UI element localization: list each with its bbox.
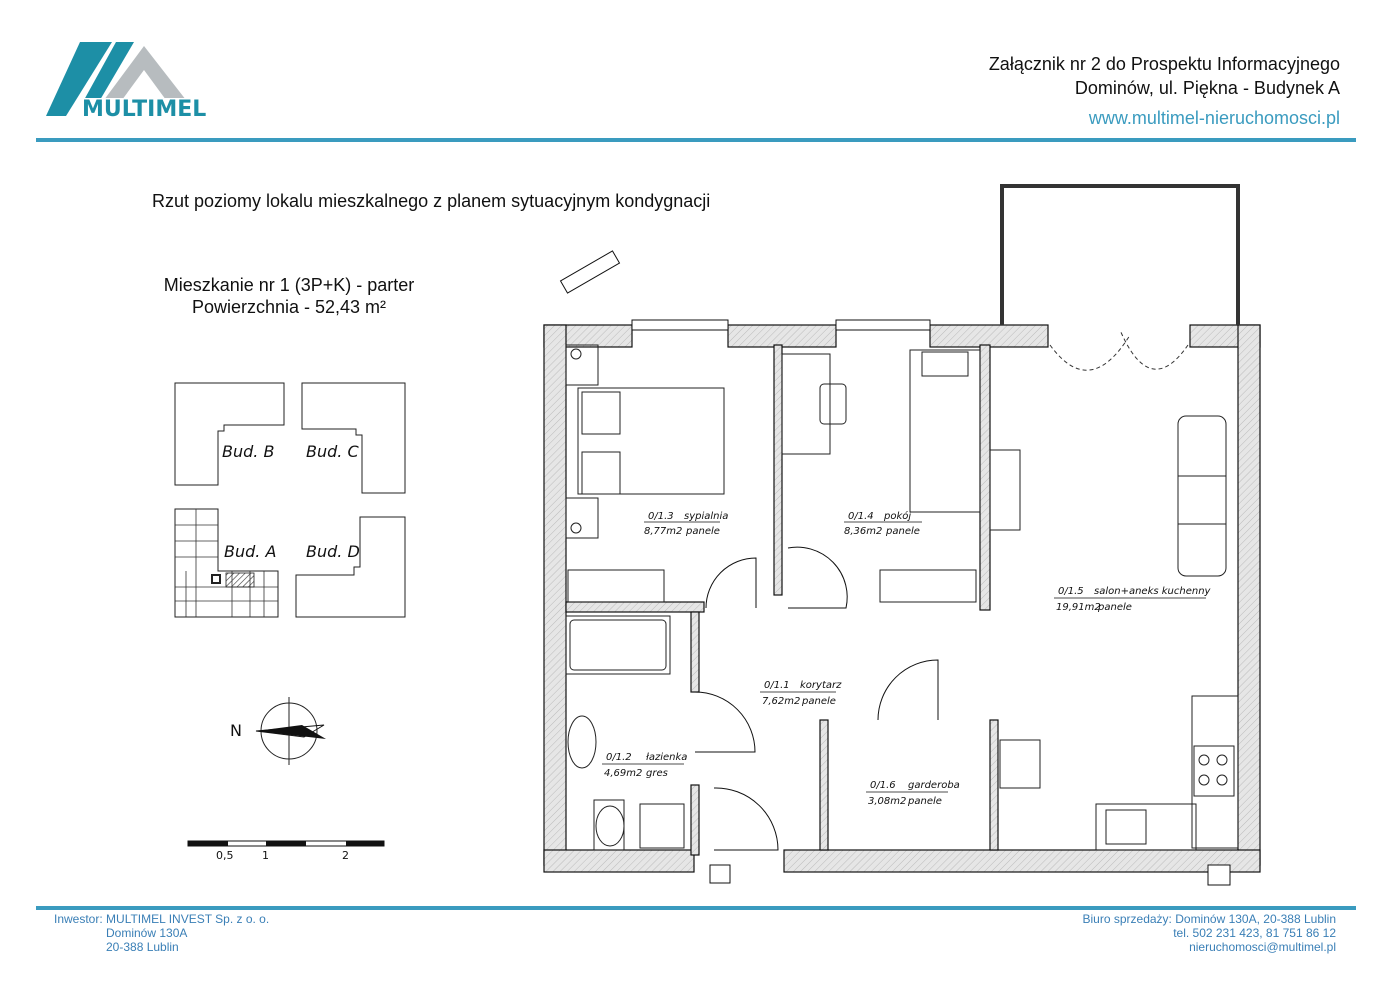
scale-label-1: 1: [262, 849, 269, 862]
investor-info: [54, 912, 269, 954]
toilet: [594, 800, 624, 850]
scale-label-05: 0,5: [216, 849, 234, 862]
apartment-highlight: [226, 573, 254, 587]
washing-machine: [640, 804, 684, 848]
building-d-outline: [296, 517, 405, 617]
investor-addr2: 20-388 Lublin: [106, 940, 179, 954]
header-line2: Dominów, ul. Piękna - Budynek A: [1074, 78, 1340, 98]
room-label-korytarz: [760, 680, 842, 707]
floor-plan: [530, 180, 1270, 895]
room-label-lazienka: [602, 752, 687, 779]
label-bud-a: Bud. A: [224, 542, 277, 561]
bathtub: [566, 616, 670, 674]
svg-text:salon+aneks kuchenny: salon+aneks kuchenny: [1094, 586, 1211, 597]
investor-label: Inwestor:: [54, 912, 103, 926]
wall-bottom-2: [784, 850, 1260, 872]
apartment-info: [142, 274, 436, 318]
scale-label-2: 2: [342, 849, 349, 862]
room-label-sypialnia: [644, 511, 728, 537]
svg-text:panele: panele: [908, 796, 942, 807]
investor-name: MULTIMEL INVEST Sp. z o. o.: [106, 912, 270, 926]
svg-text:panele: panele: [802, 696, 836, 707]
wall-left: [544, 325, 566, 865]
wall-bath-right-2: [691, 785, 699, 855]
svg-text:gres: gres: [646, 768, 668, 779]
sofa: [1178, 416, 1226, 576]
svg-text:3,08m2: 3,08m2: [868, 796, 907, 807]
logo-text: MULTIMEL: [82, 97, 207, 122]
label-bud-d: Bud. D: [306, 542, 360, 561]
multimel-logo: [44, 40, 294, 124]
website-link[interactable]: www.multimel-nieruchomosci.pl: [1088, 108, 1340, 128]
svg-text:19,91m2: 19,91m2: [1056, 602, 1101, 613]
sales-office-info: [1083, 912, 1336, 954]
investor-addr1: Dominów 130A: [106, 926, 188, 940]
room-label-garderoba: [866, 780, 960, 807]
wall-wardrobe-left: [820, 720, 828, 850]
svg-text:0/1.1: 0/1.1: [764, 680, 790, 691]
svg-text:panele: panele: [1098, 602, 1132, 613]
svg-text:garderoba: garderoba: [908, 780, 960, 791]
compass-north-label: N: [230, 721, 242, 740]
page-title: Rzut poziomy lokalu mieszkalnego z planem sytuacyjnym kondygnacji: [152, 191, 711, 211]
wall-top-3: [930, 325, 1048, 347]
svg-text:7,62m2: 7,62m2: [762, 696, 801, 707]
office-address: Biuro sprzedaży: Dominów 130A, 20-388 Lublin: [1082, 912, 1336, 926]
svg-text:0/1.2: 0/1.2: [606, 752, 632, 763]
svg-text:0/1.6: 0/1.6: [870, 780, 896, 791]
svg-text:panele: panele: [886, 526, 920, 537]
compass: [226, 695, 336, 775]
wall-bath-top: [566, 602, 704, 612]
wall-bed-room: [774, 345, 782, 595]
room-label-pokoj: [844, 510, 922, 537]
svg-text:8,77m2: 8,77m2: [644, 526, 683, 537]
site-plan: [160, 375, 420, 625]
footer-divider: [36, 906, 1356, 910]
svg-text:panele: panele: [686, 526, 720, 537]
wall-right: [1238, 325, 1260, 865]
office-phone: tel. 502 231 423, 81 751 86 12: [1173, 926, 1336, 940]
kitchen-counter: [1192, 696, 1238, 848]
svg-text:sypialnia: sypialnia: [684, 511, 729, 522]
svg-text:8,36m2: 8,36m2: [844, 526, 883, 537]
wall-room-living: [980, 345, 990, 610]
scale-bar: [186, 836, 390, 866]
desk: [782, 354, 830, 454]
wall-wardrobe-right: [990, 720, 998, 850]
room-label-salon: [1054, 586, 1212, 613]
wall-top-2: [728, 325, 836, 347]
apartment-name: Mieszkanie nr 1 (3P+K) - parter: [163, 275, 415, 295]
label-bud-b: Bud. B: [222, 442, 275, 461]
bed-single: [910, 350, 980, 512]
svg-text:0/1.4: 0/1.4: [848, 511, 874, 522]
svg-text:łazienka: łazienka: [646, 752, 688, 763]
svg-text:korytarz: korytarz: [800, 680, 842, 691]
header-info: [989, 52, 1340, 100]
building-b-outline: [175, 383, 284, 485]
apartment-area: Powierzchnia - 52,43 m²: [191, 297, 387, 317]
header-line1: Załącznik nr 2 do Prospektu Informacyjnego: [988, 54, 1340, 74]
building-c-outline: [302, 383, 405, 493]
office-email[interactable]: nieruchomosci@multimel.pl: [1189, 940, 1336, 954]
wall-bath-right-1: [691, 612, 699, 692]
header-divider: [36, 138, 1356, 142]
bed-double: [578, 388, 724, 494]
balcony-outline: [1002, 186, 1238, 325]
label-bud-c: Bud. C: [306, 442, 359, 461]
wardrobe-room: [880, 570, 976, 602]
wall-bottom-1: [544, 850, 694, 872]
wardrobe-bedroom: [568, 570, 664, 602]
svg-text:4,69m2: 4,69m2: [604, 768, 643, 779]
svg-text:0/1.5: 0/1.5: [1058, 586, 1084, 597]
svg-text:pokój: pokój: [884, 511, 912, 522]
svg-text:0/1.3: 0/1.3: [648, 511, 674, 522]
